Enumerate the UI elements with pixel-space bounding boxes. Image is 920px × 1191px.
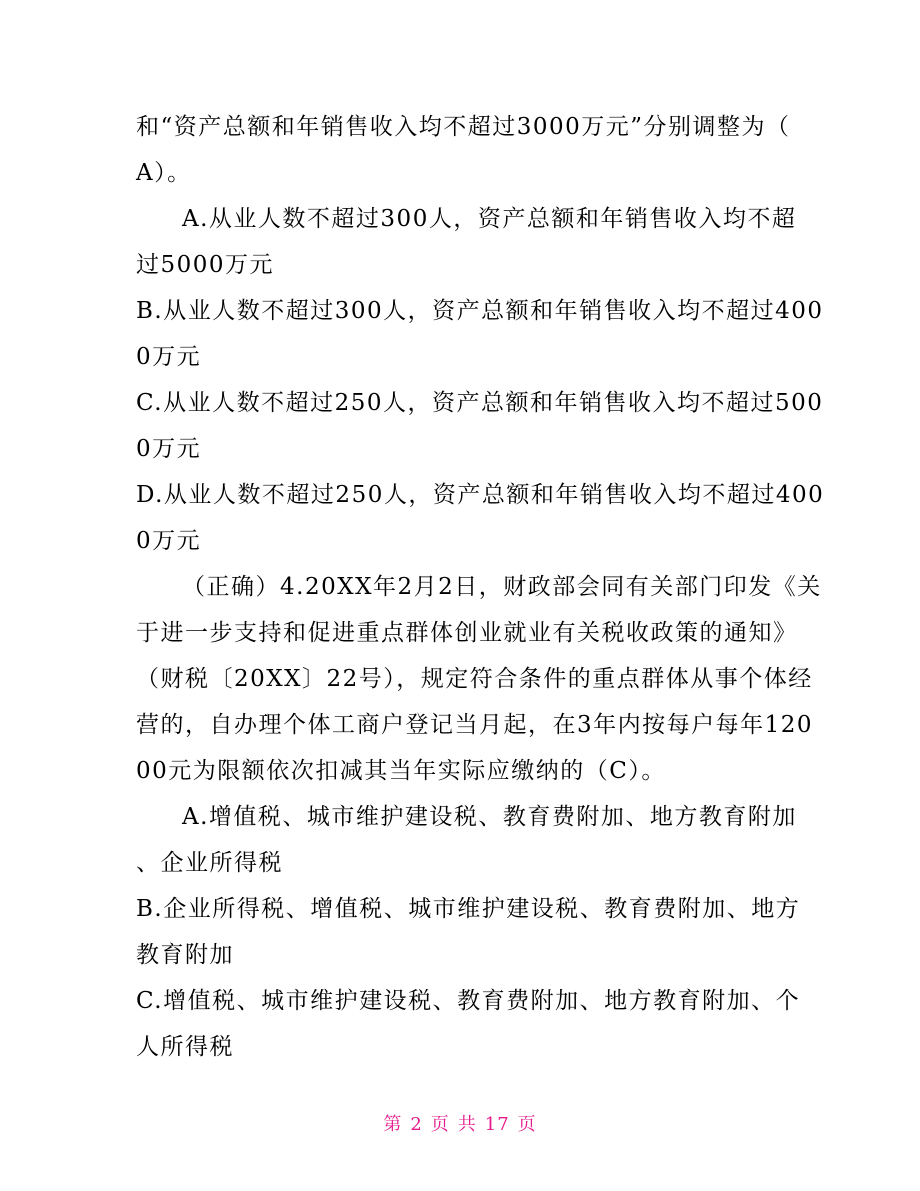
text-line: 、企业所得税	[136, 850, 283, 876]
document-body	[136, 104, 825, 1070]
text-line: 营的，自办理个体工商户登记当月起，在3年内按每户每年120	[136, 712, 814, 738]
question3-option-d	[136, 472, 825, 564]
text-line: （正确）4.20XX年2月2日，财政部会同有关部门印发《关	[182, 574, 822, 600]
paragraph-continuation	[136, 104, 791, 196]
question3-option-a	[136, 196, 797, 288]
question4-option-a	[136, 794, 797, 886]
text-line: 过5000万元	[136, 252, 275, 278]
text-line: 0万元	[136, 436, 202, 462]
text-line: D.从业人数不超过250人，资产总额和年销售收入均不超过400	[136, 482, 825, 508]
text-line: B.从业人数不超过300人，资产总额和年销售收入均不超过400	[136, 298, 824, 324]
question3-option-c	[136, 380, 824, 472]
footer-prefix: 第	[383, 1114, 403, 1135]
text-line: A.从业人数不超过300人，资产总额和年销售收入均不超	[182, 206, 797, 232]
text-line: 教育附加	[136, 942, 234, 968]
text-line: 于进一步支持和促进重点群体创业就业有关税收政策的通知》	[136, 620, 798, 646]
text-line: B.企业所得税、增值税、城市维护建设税、教育费附加、地方	[136, 896, 801, 922]
text-line: A）。	[136, 160, 192, 186]
footer-current-page: 2	[410, 1114, 423, 1135]
text-line: （财税〔20XX〕22号），规定符合条件的重点群体从事个体经	[136, 666, 813, 692]
text-line: C.增值税、城市维护建设税、教育费附加、地方教育附加、个	[136, 988, 801, 1014]
text-line: 和“资产总额和年销售收入均不超过3000万元”分别调整为（	[136, 114, 791, 140]
text-line: 0万元	[136, 344, 202, 370]
question3-option-b	[136, 288, 824, 380]
text-line: C.从业人数不超过250人，资产总额和年销售收入均不超过500	[136, 390, 824, 416]
question4-option-b	[136, 886, 801, 978]
page-footer	[0, 1110, 920, 1140]
text-line: 00元为限额依次扣减其当年实际应缴纳的（C）。	[136, 758, 666, 784]
text-line: 0万元	[136, 528, 202, 554]
text-line: A.增值税、城市维护建设税、教育费附加、地方教育附加	[182, 804, 797, 830]
footer-page-word: 页	[430, 1114, 450, 1135]
footer-total-word: 共	[457, 1114, 477, 1135]
footer-total-pages: 17	[484, 1114, 510, 1135]
footer-suffix: 页	[517, 1114, 537, 1135]
text-line: 人所得税	[136, 1034, 234, 1060]
question4-stem	[136, 564, 822, 794]
question4-option-c	[136, 978, 801, 1070]
